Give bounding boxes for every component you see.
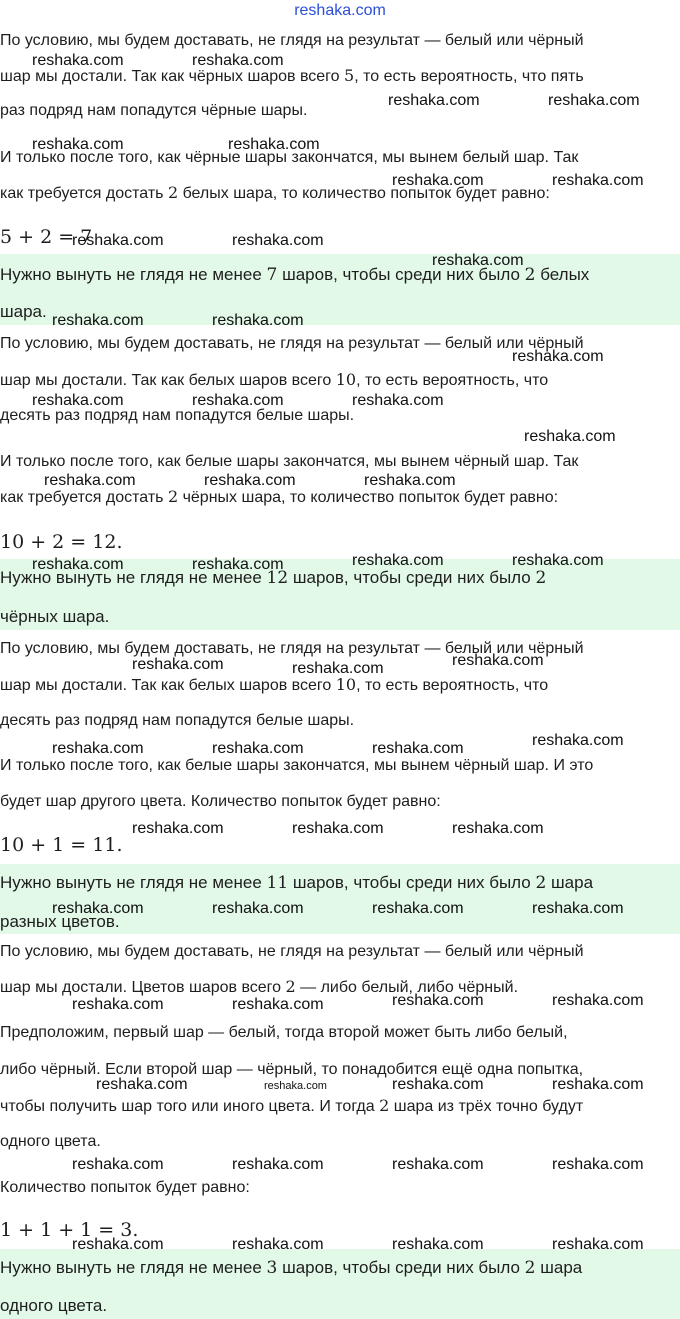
watermark-text: reshaka.com bbox=[52, 312, 144, 329]
watermark-text: reshaka.com bbox=[32, 392, 124, 409]
answer-line: Нужно вынуть не глядя не менее 12 шаров, чтобы среди них было 2 bbox=[0, 568, 547, 588]
watermark-text: reshaka.com bbox=[232, 996, 324, 1013]
solution-line: И только после того, как белые шары закончатся, мы вынем чёрный шар. Так bbox=[0, 453, 579, 470]
watermark-text: reshaka.com bbox=[232, 1236, 324, 1253]
watermark-text: reshaka.com bbox=[392, 1156, 484, 1173]
solution-line: одного цвета. bbox=[0, 1133, 101, 1150]
watermark-text: reshaka.com bbox=[392, 1236, 484, 1253]
watermark-text: reshaka.com bbox=[212, 740, 304, 757]
solution-line: будет шар другого цвета. Количество попыток будет равно: bbox=[0, 793, 441, 810]
solution-line: десять раз подряд нам попадутся белые шары. bbox=[0, 407, 355, 424]
watermark-text: reshaka.com bbox=[192, 556, 284, 573]
watermark-text: reshaka.com bbox=[532, 900, 624, 917]
watermark-text: reshaka.com bbox=[32, 556, 124, 573]
watermark-text: reshaka.com bbox=[192, 52, 284, 69]
watermark-text: reshaka.com bbox=[96, 1076, 188, 1093]
watermark-text: reshaka.com bbox=[552, 992, 644, 1009]
answer-box bbox=[0, 864, 680, 934]
watermark-text: reshaka.com bbox=[292, 660, 384, 677]
watermark-text: reshaka.com bbox=[392, 992, 484, 1009]
watermark-text: reshaka.com bbox=[52, 900, 144, 917]
watermark-text: reshaka.com bbox=[352, 552, 444, 569]
answer-line: Нужно вынуть не глядя не менее 3 шаров, чтобы среди них было 2 шара bbox=[0, 1258, 583, 1278]
formula: 5 + 2 = 7 bbox=[0, 226, 93, 248]
watermark-text: reshaka.com bbox=[228, 136, 320, 153]
watermark-text: reshaka.com bbox=[72, 232, 164, 249]
solution-line: И только после того, как белые шары закончатся, мы вынем чёрный шар. И это bbox=[0, 757, 594, 774]
watermark-text: reshaka.com bbox=[552, 172, 644, 189]
watermark-text: reshaka.com bbox=[512, 552, 604, 569]
watermark-text: reshaka.com bbox=[72, 1236, 164, 1253]
solution-line: шар мы достали. Так как чёрных шаров всего 5, то есть вероятность, что пять bbox=[0, 66, 584, 85]
watermark-text: reshaka.com bbox=[552, 1156, 644, 1173]
watermark-text: reshaka.com bbox=[232, 1156, 324, 1173]
solution-line: По условию, мы будем доставать, не глядя на результат — белый или чёрный bbox=[0, 32, 584, 49]
watermark-text: reshaka.com bbox=[552, 1236, 644, 1253]
solution-line: Количество попыток будет равно: bbox=[0, 1179, 250, 1196]
watermark-text: reshaka.com bbox=[364, 472, 456, 489]
watermark-text: reshaka.com bbox=[212, 312, 304, 329]
solution-line: По условию, мы будем доставать, не глядя на результат — белый или чёрный bbox=[0, 335, 584, 352]
watermark-text: reshaka.com bbox=[432, 252, 524, 269]
formula: 10 + 1 = 11. bbox=[0, 834, 123, 856]
watermark-text: reshaka.com bbox=[212, 900, 304, 917]
solution-line: шар мы достали. Цветов шаров всего 2 — либо белый, либо чёрный. bbox=[0, 977, 519, 996]
answer-line: разных цветов. bbox=[0, 912, 120, 931]
solution-line: десять раз подряд нам попадутся белые шары. bbox=[0, 712, 355, 729]
solution-line: шар мы достали. Так как белых шаров всего 10, то есть вероятность, что bbox=[0, 675, 549, 694]
watermark-text: reshaka.com bbox=[52, 740, 144, 757]
solution-line: Предположим, первый шар — белый, тогда второй может быть либо белый, bbox=[0, 1024, 568, 1041]
watermark-text: reshaka.com bbox=[192, 392, 284, 409]
watermark-text: reshaka.com bbox=[204, 472, 296, 489]
watermark-text: reshaka.com bbox=[452, 652, 544, 669]
watermark-text: reshaka.com bbox=[552, 1076, 644, 1093]
answer-line: одного цвета. bbox=[0, 1296, 108, 1315]
watermark-text: reshaka.com bbox=[72, 996, 164, 1013]
watermark-text: reshaka.com bbox=[372, 900, 464, 917]
watermark-text: reshaka.com bbox=[352, 392, 444, 409]
solution-line: шар мы достали. Так как белых шаров всего 10, то есть вероятность, что bbox=[0, 370, 549, 389]
watermark-text: reshaka.com bbox=[392, 172, 484, 189]
watermark-text: reshaka.com bbox=[524, 428, 616, 445]
answer-line: чёрных шара. bbox=[0, 607, 110, 626]
watermark-text: reshaka.com bbox=[292, 820, 384, 837]
watermark-text: reshaka.com bbox=[132, 656, 224, 673]
formula: 10 + 2 = 12. bbox=[0, 531, 123, 553]
watermark-text: reshaka.com bbox=[32, 52, 124, 69]
solution-line: чтобы получить шар того или иного цвета. И тогда 2 шара из трёх точно будут bbox=[0, 1096, 584, 1115]
formula: 1 + 1 + 1 = 3. bbox=[0, 1219, 139, 1241]
watermark-text: reshaka.com bbox=[264, 1080, 327, 1092]
watermark-text: reshaka.com bbox=[372, 740, 464, 757]
watermark-text: reshaka.com bbox=[232, 232, 324, 249]
watermark-text: reshaka.com bbox=[132, 820, 224, 837]
answer-line: шара. bbox=[0, 302, 47, 321]
watermark-text: reshaka.com bbox=[452, 820, 544, 837]
answer-line: Нужно вынуть не глядя не менее 7 шаров, чтобы среди них было 2 белых bbox=[0, 265, 590, 285]
solution-line: По условию, мы будем доставать, не глядя на результат — белый или чёрный bbox=[0, 640, 584, 657]
solution-line: И только после того, как чёрные шары закончатся, мы вынем белый шар. Так bbox=[0, 149, 579, 166]
watermark-text: reshaka.com bbox=[512, 348, 604, 365]
solution-line: как требуется достать 2 чёрных шара, то количество попыток будет равно: bbox=[0, 487, 559, 506]
watermark-text: reshaka.com bbox=[388, 92, 480, 109]
watermark-text: reshaka.com bbox=[32, 136, 124, 153]
watermark-text: reshaka.com bbox=[548, 92, 640, 109]
watermark-text: reshaka.com bbox=[44, 472, 136, 489]
solution-line: По условию, мы будем доставать, не глядя на результат — белый или чёрный bbox=[0, 943, 584, 960]
watermark-text: reshaka.com bbox=[532, 732, 624, 749]
watermark-text: reshaka.com bbox=[72, 1156, 164, 1173]
answer-line: Нужно вынуть не глядя не менее 11 шаров, чтобы среди них было 2 шара bbox=[0, 873, 594, 893]
solution-line: как требуется достать 2 белых шара, то количество попыток будет равно: bbox=[0, 183, 550, 202]
solution-line: раз подряд нам попадутся чёрные шары. bbox=[0, 102, 308, 119]
site-header: reshaka.com bbox=[294, 2, 386, 19]
answer-box bbox=[0, 1249, 680, 1319]
solution-line: либо чёрный. Если второй шар — чёрный, то понадобится ещё одна попытка, bbox=[0, 1061, 584, 1078]
watermark-text: reshaka.com bbox=[392, 1076, 484, 1093]
